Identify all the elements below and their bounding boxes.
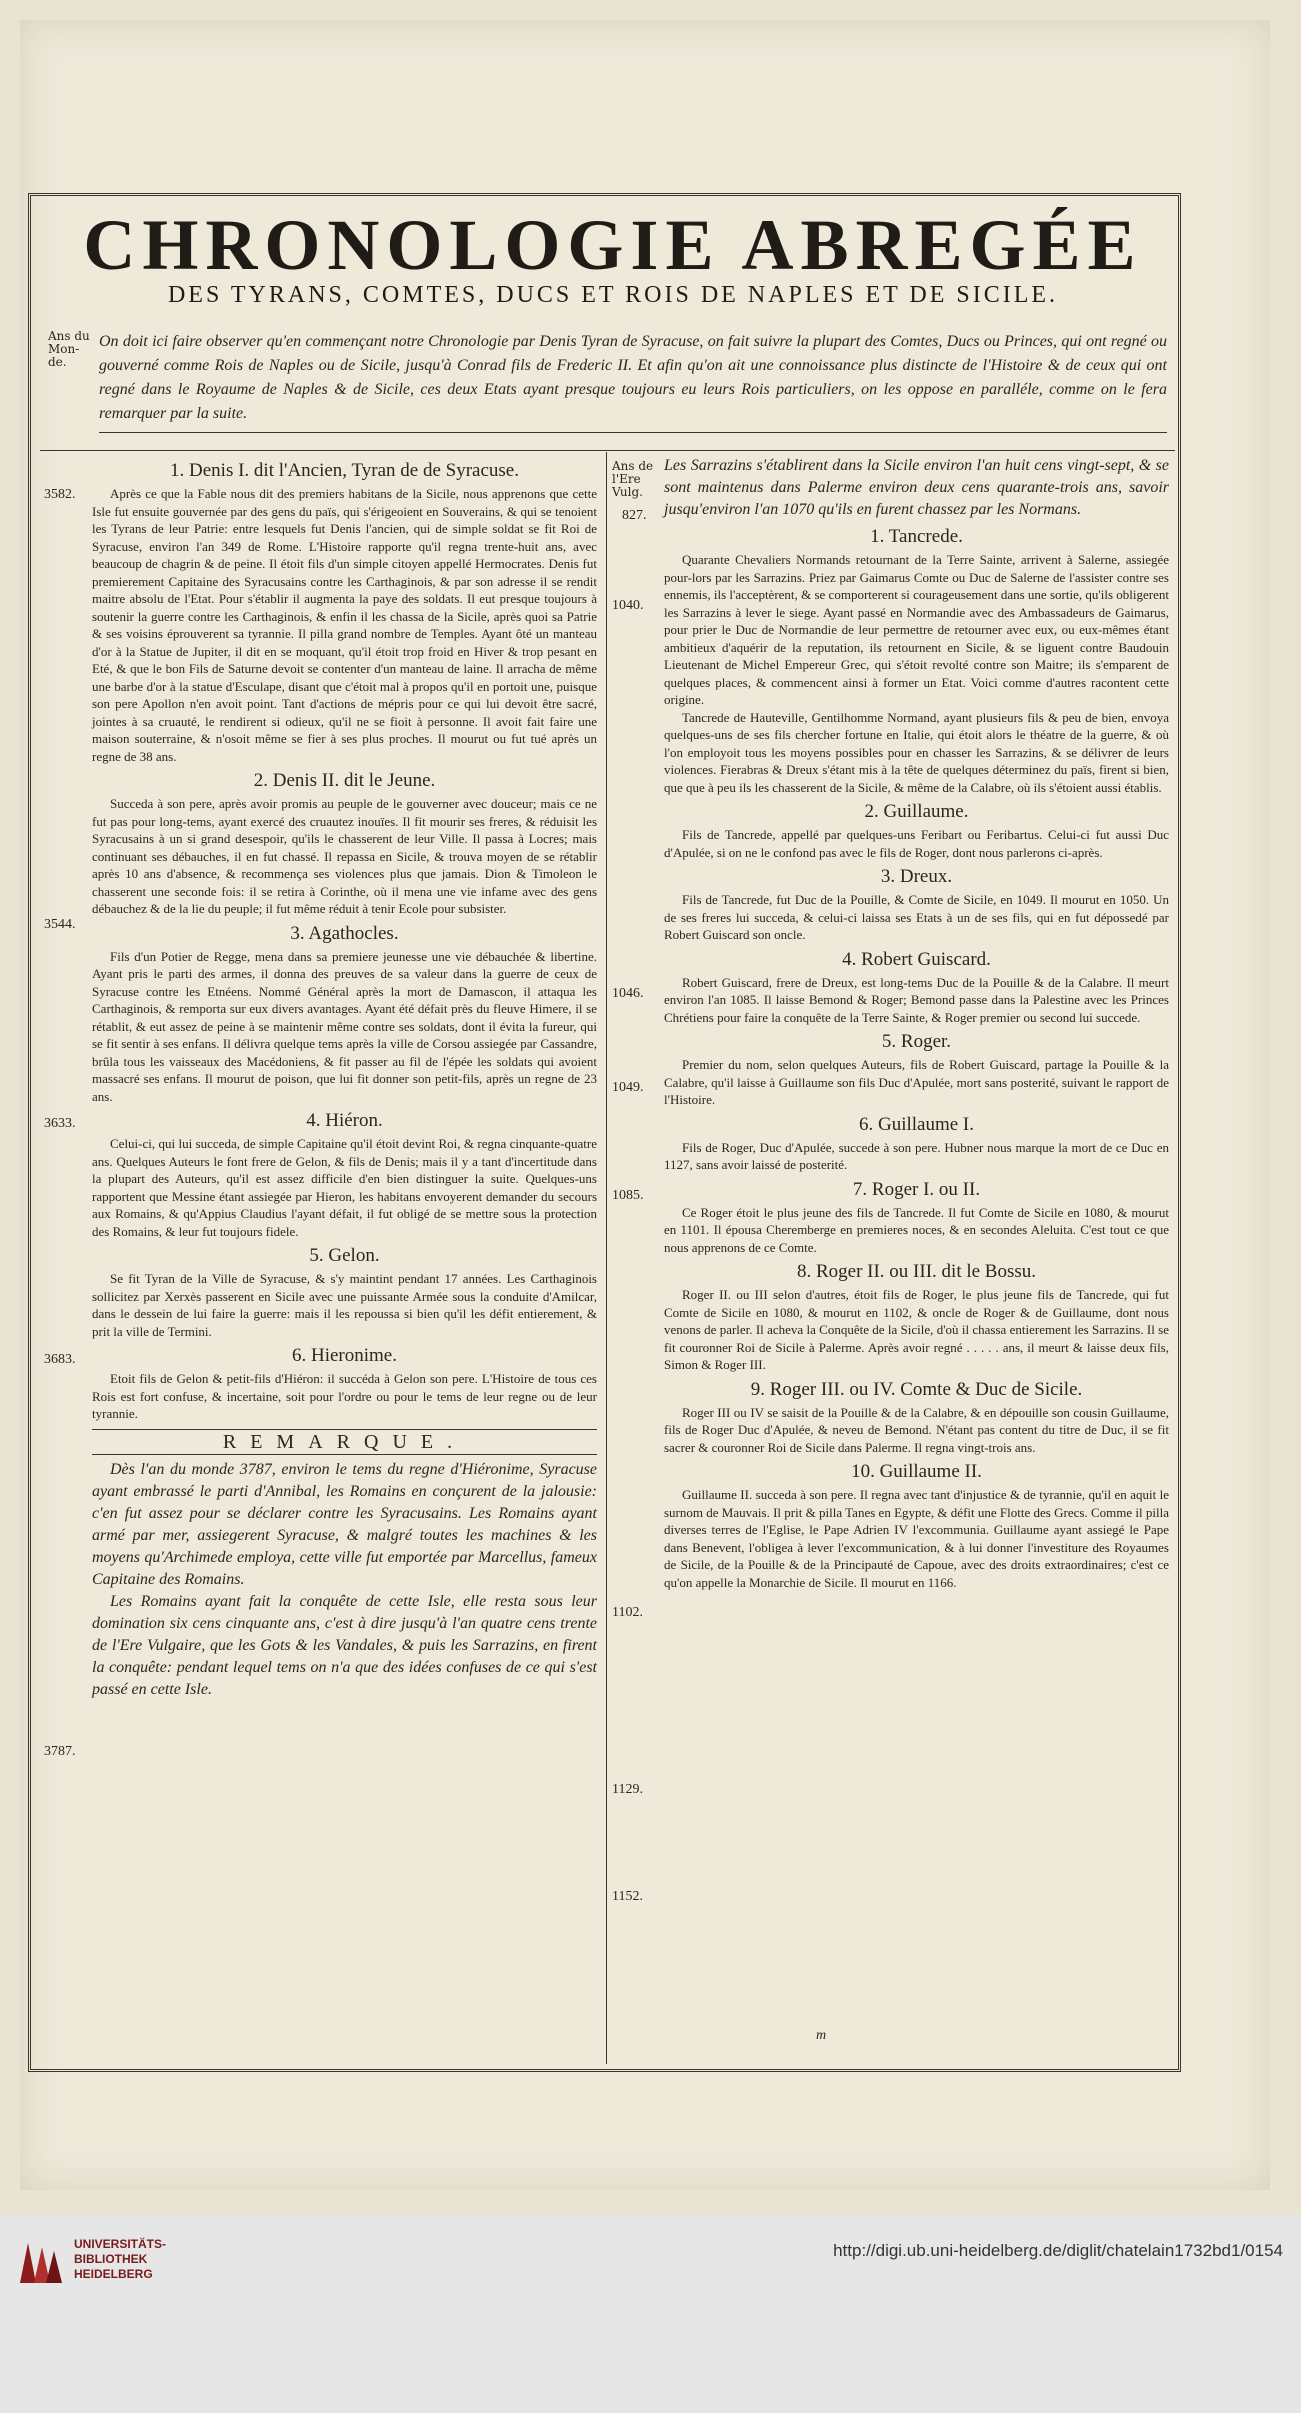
library-logo-text[interactable] (74, 2237, 166, 2282)
section-head-tancrede: 1. Tancrede. (870, 526, 963, 547)
section-head-denis-i: 1. Denis I. dit l'Ancien, Tyran de de Syracuse. (170, 460, 519, 481)
column-divider (606, 452, 607, 2064)
page-title: CHRONOLOGIE ABREGÉE (83, 205, 1143, 285)
section-head-guillaume: 2. Guillaume. (864, 801, 969, 822)
section-head-roger-i-ii: 7. Roger I. ou II. (852, 1178, 981, 1200)
section-head-dreux: 3. Dreux. (880, 866, 953, 887)
section-text-gelon: Se fit Tyran de la Ville de Syracuse, & s'y maintint pendant 17 années. Les Carthaginois sollicitez par Xerxès passerent en Sicile avec une puissante Armée sous la conduite d'Amilcar, dans le dessein de lui faire la guerre: mais il les repoussa si bien qu'il les défit entierement, & prit la ville de Termini. (92, 1271, 597, 1339)
year-1129: 1129. (612, 1782, 643, 1797)
sarrazins-intro: Les Sarrazins s'établirent dans la Sicile environ l'an huit cens vingt-sept, & se sont maintenus dans Palerme environ deux cens quarante-trois ans, savoir jusqu'environ l'an 1070 qu'ils en furent chassez par les Normans. (664, 457, 1169, 518)
section-head-robert-guiscard: 4. Robert Guiscard. (842, 948, 991, 970)
year-1040: 1040. (612, 598, 644, 613)
side-label-world-years: Ans du Mon-de. (48, 329, 90, 369)
section-head-guillaume-ii: 10. Guillaume II. (851, 1461, 982, 1482)
section-head-hieronime: 6. Hieronime. (291, 1345, 397, 1366)
section-head-agathocles: 3. Agathocles. (290, 922, 399, 944)
section-text-tancrede-2: Tancrede de Hauteville, Gentilhomme Normand, ayant plusieurs fils & peu de bien, envoya quelques-uns de ses fils chercher fortune en Italie, qui étoit alors le théatre de la guerre, & où l'on employoit tous les moyens possibles pour en chasser les Sarrazins, & se délivrer de leurs violences. Fierabras & Dreux s'étant mis à la tête de quelques déterminez du païs, firent si bien, que que à peu ils les chasserent de la Sicile, & même de la Calabre, où ils s'étoient aussi établis. (664, 709, 1169, 795)
section-text-denis-i: Après ce que la Fable nous dit des premiers habitans de la Sicile, nous apprenons que cette Isle fut ensuite gouvernée par des gens du païs, qui s'érigeoient en Souverains, & qui se tenoient les Tyrans de leur Patrie: entre lesquels fut Denis l'ancien, qui de simple soldat se fit Roi de Syracuse, environ l'an 349 de Rome. L'Histoire rapporte qu'il regna trente-huit ans, avec beaucoup de chagrin & de peine. Il étoit fils d'un simple citoyen appellé Hermocrates. Denis fut premierement Capitaine des Syracusains contre les Carthaginois, & par son adresse il se rendit maitre absolu de l'Etat. Pour s'établir il augmenta la paye des soldats. Il eut presque toujours à soutenir la guerre contre les Carthaginois, & enfin il les chassa de la Sicile, après quoi sa Patrie & ses voisins éprouverent sa tyrannie. Il pilla grand nombre de Temples. Ayant ôté un manteau d'or à la Statue de Jupiter, il dit en se moquant, qu'il étoit trop froid en Hiver & trop pesant en Eté, & que le bon Fils de Saturne devoit se contenter d'un manteau de laine. Il arracha de même une barbe d'or à la statue d'Esculape, disant que c'étoit mal à propos qu'il en portoit une, puisque son pere Apollon n'en avoit point. Tant d'actions de mépris pour ce qui lui devoit être sacré, jointes à sa cruauté, le rendirent si odieux, qu'il ne se fioit à personne. Il avoit fait faire une maison souterraine, & n'osoit même se fier à ses plus proches. Il mourut ou fut tué après un regne de 38 ans. (92, 486, 597, 764)
section-text-roger-iii-iv: Roger III ou IV se saisit de la Pouille & de la Calabre, & en dépouille son cousin Guillaume, fils de Roger Duc d'Apulée, & neveu de Bemond. N'étant pas content du titre de Duc, il se fit sacrer & couronner Roi de Sicile dans Palerme. Il regna vingt-trois ans. (664, 1404, 1169, 1455)
section-head-denis-ii: 2. Denis II. dit le Jeune. (253, 770, 436, 791)
permalink-url[interactable]: http://digi.ub.uni-heidelberg.de/diglit/chatelain1732bd1/0154 (833, 2241, 1283, 2260)
logo-line-3: HEIDELBERG (74, 2267, 153, 2281)
section-text-roger-ii-iii: Roger II. ou III selon d'autres, étoit fils de Roger, le plus jeune fils de Tancrede, qui fut Comte de Sicile en 1080, & mourut en 1102, & oncle de Roger & de Guillaume, dont nous venons de parler. Il acheva la Conquête de la Sicile, d'où il chassa entierement les Sarrazins. Il se fit couronner Roi de Sicile à Palerme. Après avoir regné . . . . . ans, il meurt & laisse deux fils, Simon & Roger III. (664, 1287, 1169, 1372)
section-text-roger: Premier du nom, selon quelques Auteurs, fils de Robert Guiscard, partage la Pouille & la Calabre, qu'il laisse à Guillaume son fils Duc d'Apulée, mort sans posterité, suivant le rapport de l'Histoire. (664, 1057, 1169, 1107)
side-label-era-years: Ans de l'Ere Vulg. (612, 459, 654, 499)
section-head-roger: 5. Roger. (881, 1031, 952, 1052)
remark-heading: REMARQUE. (92, 1429, 597, 1455)
year-3633: 3633. (44, 1116, 76, 1131)
section-text-guillaume-ii: Guillaume II. succeda à son pere. Il regna avec tant d'injustice & de tyrannie, qu'il en aquit le surnom de Mauvais. Il prit & pilla Tanes en Egypte, & défit une Flotte des Grecs. Comme il pilla diverses terres de l'Eglise, le Pape Adrien IV l'excommunia. Guillaume ayant assiegé le Pape dans Benevent, l'obligea à lever l'excommunication, & à lui donner l'investiture des Royaumes de Sicile, de la Pouille & de la Principauté de Capoue, avec des droits extraordinaires; c'est ce qu'on appelle la Monarchie de Sicile. Il mourut en 1166. (664, 1487, 1169, 1590)
signature-mark: m (816, 2028, 827, 2043)
year-3683: 3683. (44, 1352, 76, 1367)
section-text-guillaume: Fils de Tancrede, appellé par quelques-uns Feribart ou Feribartus. Celui-ci fut aussi Duc d'Apulée, si on ne le confond pas avec le fils de Roger, dont nous parlerons ci-après. (664, 827, 1169, 860)
section-head-roger-ii-iii: 8. Roger II. ou III. dit le Bossu. (796, 1261, 1037, 1282)
year-827: 827. (622, 508, 647, 523)
year-3787: 3787. (44, 1744, 76, 1759)
section-text-hieronime: Etoit fils de Gelon & petit-fils d'Hiéron: il succéda à Gelon son pere. L'Histoire de tous ces Rois est fort confuse, & incertaine, soit pour l'ordre ou pour le tems de leur regne ou de leur tyrannie. (92, 1371, 597, 1421)
section-text-guillaume-i: Fils de Roger, Duc d'Apulée, succede à son pere. Hubner nous marque la mort de ce Duc en 1127, sans avoir laissé de posterité. (664, 1139, 1169, 1172)
year-1152: 1152. (612, 1889, 643, 1904)
left-column (92, 455, 597, 2055)
section-text-robert-guiscard: Robert Guiscard, frere de Dreux, est long-tems Duc de la Pouille & de la Calabre. Il meurt environ l'an 1085. Il laisse Bemond & Roger; Bemond passe dans la Palestine avec les Princes Chrétiens pour faire la conquête de la Terre Sainte, & Roger premier ou second lui succede. (664, 974, 1169, 1025)
year-1102: 1102. (612, 1605, 643, 1620)
year-1085: 1085. (612, 1188, 644, 1203)
university-seal-icon (14, 2237, 64, 2289)
year-1049: 1049. (612, 1080, 644, 1095)
section-head-gelon: 5. Gelon. (309, 1245, 380, 1266)
remark-text-2: Les Romains ayant fait la conquête de cette Isle, elle resta sous leur domination six cens cinquante ans, c'est à dire jusqu'à l'an quatre cens trente de l'Ere Vulgaire, que les Gots & les Vandales, & puis les Sarrazins, en firent la conquête: pendant lequel tems on n'a que des idées confuses de ce qui s'est passé en cette Isle. (92, 1592, 597, 1698)
section-head-hieron: 4. Hiéron. (306, 1110, 383, 1131)
year-1046: 1046. (612, 986, 644, 1001)
section-text-hieron: Celui-ci, qui lui succeda, de simple Capitaine qu'il étoit devint Roi, & regna cinquante-quatre ans. Quelques Auteurs le font frere de Gelon, & fils de Denis; mais il y a tant d'incertitude dans la plupart des Auteurs, qu'il est assez difficile d'en bien distinguer la suite. Quelques-uns rapportent que Messine étant assiegée par Hieron, les habitans envoyerent demander du secours aux Romains, & qu'Appius Claudius l'ayant défait, il fut obligé de se mettre sous la protection des Romains, & leur fut toujours fidele. (92, 1136, 597, 1239)
divider-top (40, 450, 1175, 451)
section-head-guillaume-i: 6. Guillaume I. (858, 1113, 975, 1135)
section-text-agathocles: Fils d'un Potier de Regge, mena dans sa premiere jeunesse une vie débauchée & libertine. Ayant pris le parti des armes, il donna des preuves de sa valeur dans la guerre de ceux de Syracuse contre les Etnéens. Nommé Général après la mort de Damascon, il attaqua les Carthaginois, & remporta sur eux divers avantages. Ayant été défait près du fleuve Himere, il se rétablit, & eut assez de peine à se maintenir même contre ses soldats, dont il évita la fureur, qui se fit sentir à ses enfans. Il délivra quelque tems après la ville de Corsou assiegée par Cassandre, brûla tous les vaisseaux des Macédoniens, & fit passer au fil de l'épée les soldats qui avoient massacré ses enfans. Il mourut de poison, que lui fit donner son petit-fils, après un regne de 23 ans. (92, 948, 597, 1104)
logo-line-2: BIBLIOTHEK (74, 2252, 148, 2266)
section-head-roger-iii-iv: 9. Roger III. ou IV. Comte & Duc de Sicile. (750, 1378, 1083, 1400)
year-3582: 3582. (44, 487, 76, 502)
remark-text: Dès l'an du monde 3787, environ le tems du regne d'Hiéronime, Syracuse ayant embrassé le parti d'Annibal, les Romains en conçurent de la jalousie: c'en fut assez pour se déclarer contre les Syracusains. Les Romains ayant armé par mer, assiegerent Syracuse, & malgré toutes les machines & les moyens qu'Archimede employa, cette ville fut emportée par Marcellus, fameux Capitaine des Romains. (92, 1460, 597, 1588)
intro-paragraph: On doit ici faire observer qu'en commençant notre Chronologie par Denis Tyran de Syracuse, on fait suivre la plupart des Comtes, Ducs ou Princes, qui ont regné ou gouverné comme Rois de Naples ou de Sicile, jusqu'à Conrad fils de Frederic II. Et afin qu'on ait une connoissance plus distincte de l'Histoire & de ceux qui ont regné dans le Royaume de Naples & de Sicile, ces deux Etats ayant presque toujours eu leurs Rois particuliers, on les oppose en paralléle, comme on le fera remarquer par la suite. (99, 330, 1167, 433)
logo-line-1: UNIVERSITÄTS- (74, 2237, 167, 2251)
section-text-dreux: Fils de Tancrede, fut Duc de la Pouille, & Comte de Sicile, en 1049. Il mourut en 1050. Un de ses freres lui succeda, & celui-ci laissa ses Etats à un de ses fils, qui en fut dépossedé par Robert Guiscard son oncle. (664, 892, 1169, 942)
section-text-tancrede: Quarante Chevaliers Normands retournant de la Terre Sainte, arrivent à Salerne, assiegée pour-lors par les Sarrazins. Priez par Gaimarus Comte ou Duc de Salerne de l'assister contre ses ennemis, ils l'acceptèrent, & se comporterent si courageusement dans une sortie, qu'ils obligerent les Sarrazins à lever le siege. Ayant passé en Normandie avec des Ambassadeurs de Gaimarus, pour prier le Duc de Normandie de leur permettre de retourner avec eux, ou eux-mêmes étant ambitieux d'aquérir de la reputation, ils retournent en Sicile, & se liguent contre Baudouin Lieutenant de Michel Empereur Grec, qui s'étoit revolté contre son Maitre; ils s'emparent de quelques places, & commencent ainsi à former un Etat. Voici comme d'autres racontent cette origine. (664, 552, 1169, 707)
section-text-denis-ii: Succeda à son pere, après avoir promis au peuple de le gouverner avec douceur; mais ce ne fut pas pour long-tems, ayant exercé des cruautez inouïes. Il fit mourir ses freres, & réduisit les Syracusains à un si grand desespoir, qu'ils le chasserent de leur Ville. Il passa à Locres; mais continuant ses débauches, il en fut chassé. Il repassa en Sicile, & trouva moyen de se rétablir après 10 ans d'absence, & recommença ses violences plus que jamais. Dion & Timoleon le chasserent une seconde fois: il se retira à Corinthe, où il mena une vie infame avec des gens débauchez & de la lie du peuple; il fut même réduit à tenir Ecole pour subsister. (92, 796, 597, 916)
section-text-roger-i-ii: Ce Roger étoit le plus jeune des fils de Tancrede. Il fut Comte de Sicile en 1080, & mourut en 1101. Il épousa Cheremberge en premieres noces, & en secondes Aleluita. C'est tout ce que nous apprenons de ce Comte. (664, 1204, 1169, 1255)
year-3544: 3544. (44, 917, 76, 932)
right-column (664, 455, 1169, 2065)
page-subtitle: DES TYRANS, COMTES, DUCS ET ROIS DE NAPLES ET DE SICILE. (167, 282, 1059, 308)
